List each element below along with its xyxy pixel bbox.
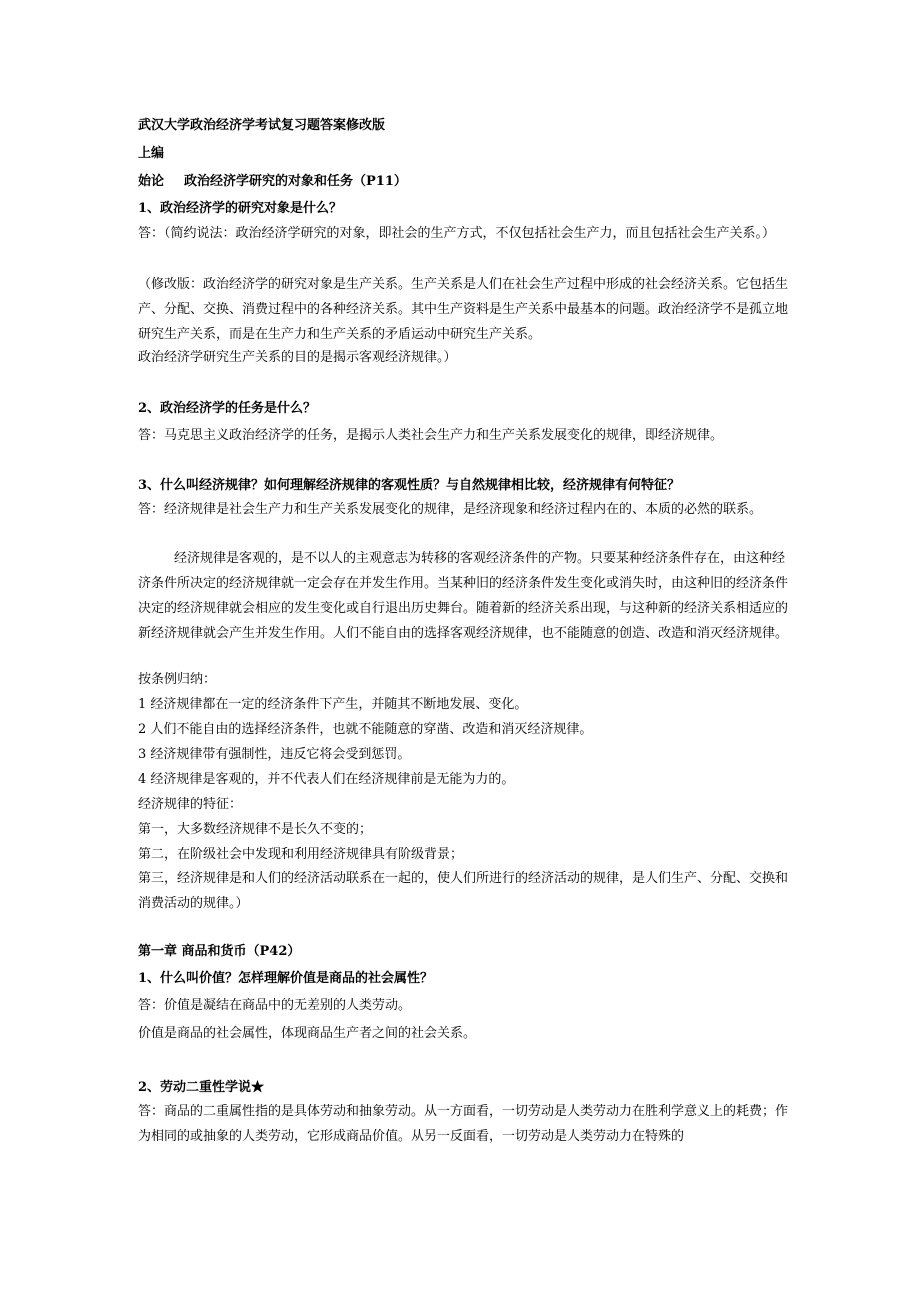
intro-q1-answer-brief: 答：（简约说法：政治经济学研究的对象，即社会的生产方式，不仅包括社会生产力，而且包括社会生产关系。） [138, 226, 776, 241]
intro-q3-question: 3、什么叫经济规律？如何理解经济规律的客观性质？与自然规律相比较，经济规律有何特征？ [138, 478, 681, 493]
intro-label: 始论 [138, 174, 165, 189]
intro-q2-answer: 答：马克思主义政治经济学的任务，是揭示人类社会生产力和生产关系发展变化的规律，即经济规律。 [138, 428, 724, 443]
intro-q3-summary-label: 按条例归纳： [138, 672, 217, 687]
intro-q3-feature: 第一，大多数经济规律不是长久不变的； [138, 822, 373, 837]
intro-title: 政治经济学研究的对象和任务（P11） [184, 174, 407, 189]
document-title: 武汉大学政治经济学考试复习题答案修改版 [138, 118, 386, 133]
chapter1-q1-question: 1、什么叫价值？怎样理解价值是商品的社会属性？ [138, 971, 434, 986]
part-title: 上编 [138, 146, 165, 161]
intro-q3-point: 4 经济规律是客观的，并不代表人们在经济规律前是无能为力的。 [138, 772, 515, 787]
intro-q3-answer: 答：经济规律是社会生产力和生产关系发展变化的规律，是经济现象和经济过程内在的、本质的必然的联系。 [138, 502, 763, 517]
intro-q2-question: 2、政治经济学的任务是什么？ [138, 401, 317, 416]
intro-q3-point: 3 经济规律带有强制性，违反它将会受到惩罚。 [138, 747, 411, 762]
intro-q3-paragraph: 经济规律是客观的，是不以人的主观意志为转移的客观经济条件的产物。只要某种经济条件存在，由这种经济条件所决定的经济规律就一定会存在并发生作用。当某种旧的经济条件发生变化或消失时，由这种旧的经济条件决定的经济规律就会相应的发生变化或自行退出历史舞台。随着新的经济关系出现，与这种新的经济关系相适应的新经济规律就会产生并发生作用。人们不能自由的选择客观经济规律，也不能随意的创造、改造和消灭经济规律。 [138, 551, 789, 641]
intro-q3-point: 2 人们不能自由的选择经济条件，也就不能随意的穿凿、改造和消灭经济规律。 [138, 722, 593, 737]
intro-q1-question: 1、政治经济学的研究对象是什么？ [138, 201, 343, 216]
chapter1-q1-answer: 答：价值是凝结在商品中的无差别的人类劳动。 [138, 998, 412, 1013]
intro-q1-answer-revised: （修改版：政治经济学的研究对象是生产关系。生产关系是人们在社会生产过程中形成的社会经济关系。它包括生产、分配、交换、消费过程中的各种经济关系。其中生产资料是生产关系中最基本的问题。政治经济学不是孤立地研究生产关系，而是在生产力和生产关系的矛盾运动中研究生产关系。 [138, 277, 789, 342]
chapter1-q2-question: 2、劳动二重性学说★ [138, 1080, 265, 1095]
intro-heading [138, 174, 407, 190]
intro-q3-feature: 第二，在阶级社会中发现和利用经济规律具有阶级背景； [138, 847, 464, 862]
chapter1-q2-answer: 答：商品的二重属性指的是具体劳动和抽象劳动。从一方面看，一切劳动是人类劳动力在胜利学意义上的耗费；作为相同的或抽象的人类劳动，它形成商品价值。从另一反面看，一切劳动是人类劳动力在特殊的 [138, 1104, 789, 1144]
chapter1-title: 第一章 商品和货币（P42） [138, 944, 301, 959]
document-page [138, 0, 788, 1302]
intro-q3-features-label: 经济规律的特征： [138, 797, 243, 812]
intro-q3-point: 1 经济规律都在一定的经济条件下产生，并随其不断地发展、变化。 [138, 697, 528, 712]
intro-q3-feature: 第三，经济规律是和人们的经济活动联系在一起的，使人们所进行的经济活动的规律，是人们生产、分配、交换和消费活动的规律。） [138, 871, 789, 911]
intro-q1-answer-revised-last: 政治经济学研究生产关系的目的是揭示客观经济规律。） [138, 350, 457, 365]
chapter1-q1-answer2: 价值是商品的社会属性，体现商品生产者之间的社会关系。 [138, 1026, 477, 1041]
